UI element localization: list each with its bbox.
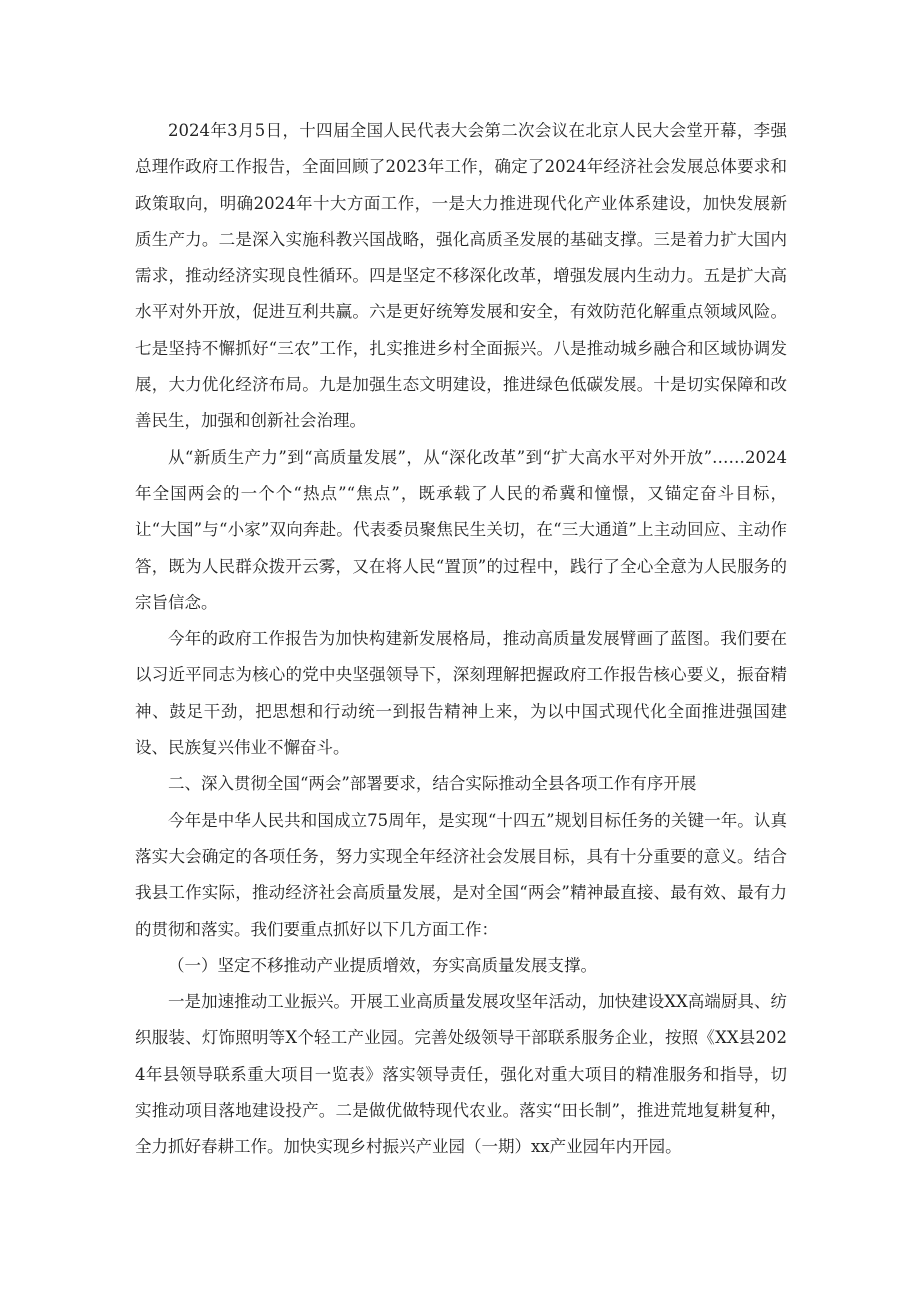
- subsection-heading-1: （一）坚定不移推动产业提质增效，夯实高质量发展支撑。: [168, 955, 597, 975]
- document-body: [135, 113, 787, 1166]
- paragraph-industry-revitalization: 一是加速推动工业振兴。开展工业高质量发展攻坚年活动，加快建设XX高端厨具、纺织服装、灯饰照明等X个轻工产业园。完善处级领导干部联系服务企业，按照《XX县2024年县领导联系重大项目一览表》落实领导责任，强化对重大项目的精准服务和指导，切实推动项目落地建设投产。二是做优做特现代农业。落实“田长制”，推进荒地复耕复种，全力抓好春耕工作。加快实现乡村振兴产业园（一期）xx产业园年内开园。: [135, 992, 787, 1157]
- paragraph-2024-two-sessions-summary: 2024年3月5日，十四届全国人民代表大会第二次会议在北京人民大会堂开幕，李强总理作政府工作报告，全面回顾了2023年工作，确定了2024年经济社会发展总体要求和政策取向，明确2024年十大方面工作，一是大力推进现代化产业体系建设，加快发展新质生产力。二是深入实施科教兴国战略，强化高质圣发展的基础支撑。三是着力扩大国内需求，推动经济实现良性循环。四是坚定不移深化改革，增强发展内生动力。五是扩大高水平对外开放，促进互利共赢。六是更好统筹发展和安全，有效防范化解重点领域风险。七是坚持不懈抓好“三农”工作，扎实推进乡村全面振兴。八是推动城乡融合和区域协调发展，大力优化经济布局。九是加强生态文明建设，推进绿色低碳发展。十是切实保障和改善民生，加强和创新社会治理。: [135, 121, 787, 431]
- paragraph-hot-topics: 从“新质生产力”到“高质量发展”，从“深化改革”到“扩大高水平对外开放”……2024年全国两会的一个个“热点”“焦点”，既承载了人民的希冀和憧憬，又锚定奋斗目标，让“大国”与“小家”双向奔赴。代表委员聚焦民生关切，在“三大通道”上主动回应、主动作答，既为人民群众拨开云雾，又在将人民“置顶”的过程中，践行了全心全意为人民服务的宗旨信念。: [135, 447, 787, 612]
- paragraph-75th-anniversary: 今年是中华人民共和国成立75周年，是实现“十四五”规划目标任务的关键一年。认真落实大会确定的各项任务，努力实现全年经济社会发展目标，具有十分重要的意义。结合我县工作实际，推动经济社会高质量发展，是对全国“两会”精神最直接、最有效、最有力的贯彻和落实。我们要重点抓好以下几方面工作：: [135, 810, 787, 939]
- paragraph-government-report-blueprint: 今年的政府工作报告为加快构建新发展格局，推动高质量发展臂画了蓝图。我们要在以习近平同志为核心的党中央坚强领导下，深刻理解把握政府工作报告核心要义，振奋精神、鼓足干劲，把思想和行动统一到报告精神上来，为以中国式现代化全面推进强国建设、民族复兴伟业不懈奋斗。: [135, 629, 787, 758]
- section-heading-2: 二、深入贯彻全国“两会”部署要求，结合实际推动全县各项工作有序开展: [168, 774, 697, 794]
